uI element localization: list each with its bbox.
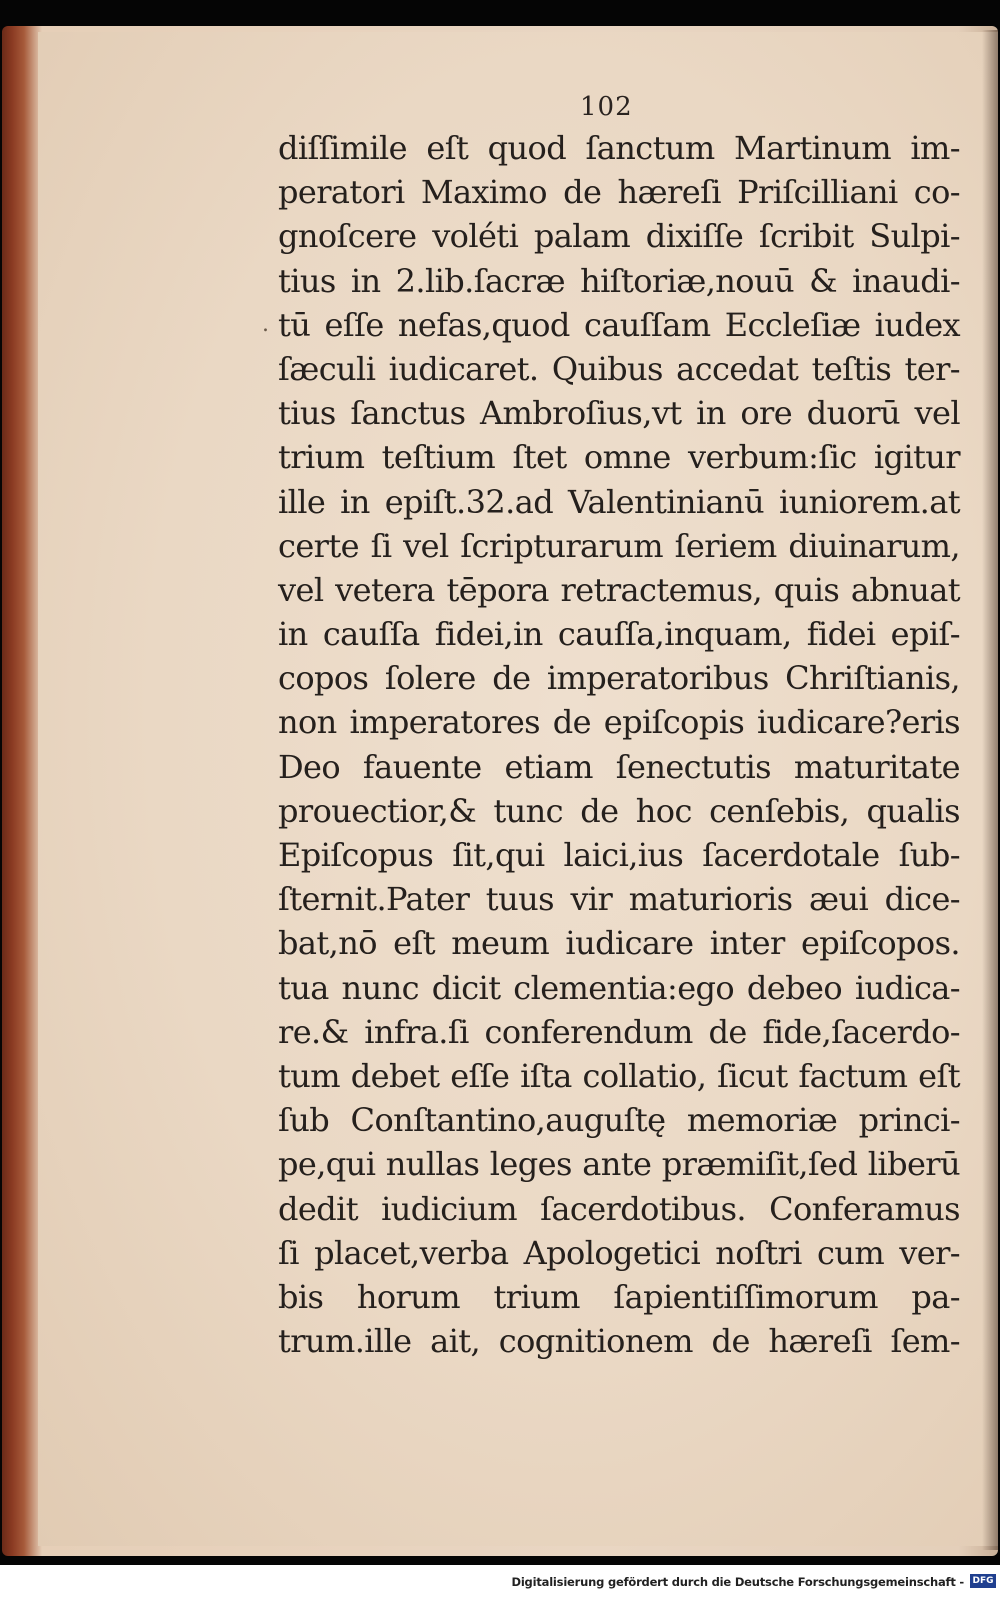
dfg-logo: DFG	[970, 1574, 996, 1588]
text-line: trum.ille ait, cognitionem de hæreſi ſem-	[278, 1322, 960, 1361]
page-shadow	[982, 30, 998, 1550]
text-line: tua nunc dicit clementia:ego debeo iudica-	[278, 968, 960, 1007]
text-line: ſub Conſtantino,auguſtę memoriæ princi-	[278, 1101, 960, 1140]
text-line: prouectior,& tunc de hoc cenſebis, qualis	[278, 791, 960, 830]
text-line: re.& infra.ſi conferendum de fide,ſacerdo-	[278, 1012, 960, 1051]
text-line: trium teſtium ſtet omne verbum:ſic igitur	[278, 438, 960, 477]
text-line: ſæculi iudicaret. Quibus accedat teſtis ter-	[278, 349, 960, 388]
text-line: dedit iudicium ſacerdotibus. Conferamus	[278, 1189, 960, 1228]
margin-mark: .	[262, 312, 269, 337]
text-block	[278, 126, 978, 1363]
text-line: vel vetera tēpora retractemus, quis abnuat	[278, 570, 960, 609]
text-line: pe,qui nullas leges ante præmiſit,ſed liberū	[278, 1145, 960, 1184]
text-line: tius in 2.lib.ſacræ hiſtoriæ,nouū & inaudi-	[278, 261, 960, 300]
text-line: Epiſcopus ſit,qui laici,ius ſacerdotale ſub-	[278, 836, 960, 874]
text-line: ſi placet,verba Apologetici noſtri cum ver-	[278, 1233, 960, 1272]
text-line: tum debet eſſe iſta collatio, ſicut factum eſt	[278, 1056, 960, 1095]
text-line: copos ſolere de imperatoribus Chriſtianis,	[278, 659, 960, 698]
text-line: tius ſanctus Ambroſius,vt in ore duorū vel	[278, 394, 960, 433]
text-line: ille in epiſt.32.ad Valentinianū iuniorem.at	[278, 482, 960, 521]
funding-credit: Digitalisierung gefördert durch die Deutsche Forschungsgemeinschaft -	[511, 1575, 964, 1589]
text-line: bis horum trium ſapientiſſimorum pa-	[278, 1277, 960, 1316]
text-line: peratori Maximo de hæreſi Priſcilliani co-	[278, 173, 960, 212]
text-line: ſternit.Pater tuus vir maturioris æui dice-	[278, 880, 960, 919]
text-line: diſſimile eſt quod ſanctum Martinum im-	[278, 129, 960, 167]
text-line: in cauſſa fidei,in cauſſa,inquam, fidei epiſ-	[278, 615, 960, 654]
text-line: tū eſſe nefas,quod cauſſam Eccleſiæ iudex	[278, 305, 960, 344]
text-line: Deo fauente etiam ſenectutis maturitate	[278, 747, 960, 786]
text-line: bat,nō eſt meum iudicare inter epiſcopos.	[278, 924, 960, 963]
footer-bar	[0, 1565, 1000, 1599]
text-line: certe ſi vel ſcripturarum ſeriem diuinarum,	[278, 526, 960, 565]
text-line: non imperatores de epiſcopis iudicare?eris	[278, 703, 960, 742]
page-number: 102	[580, 92, 633, 122]
text-line: gnoſcere voléti palam dixiſſe ſcribit Sulpi-	[278, 217, 960, 256]
